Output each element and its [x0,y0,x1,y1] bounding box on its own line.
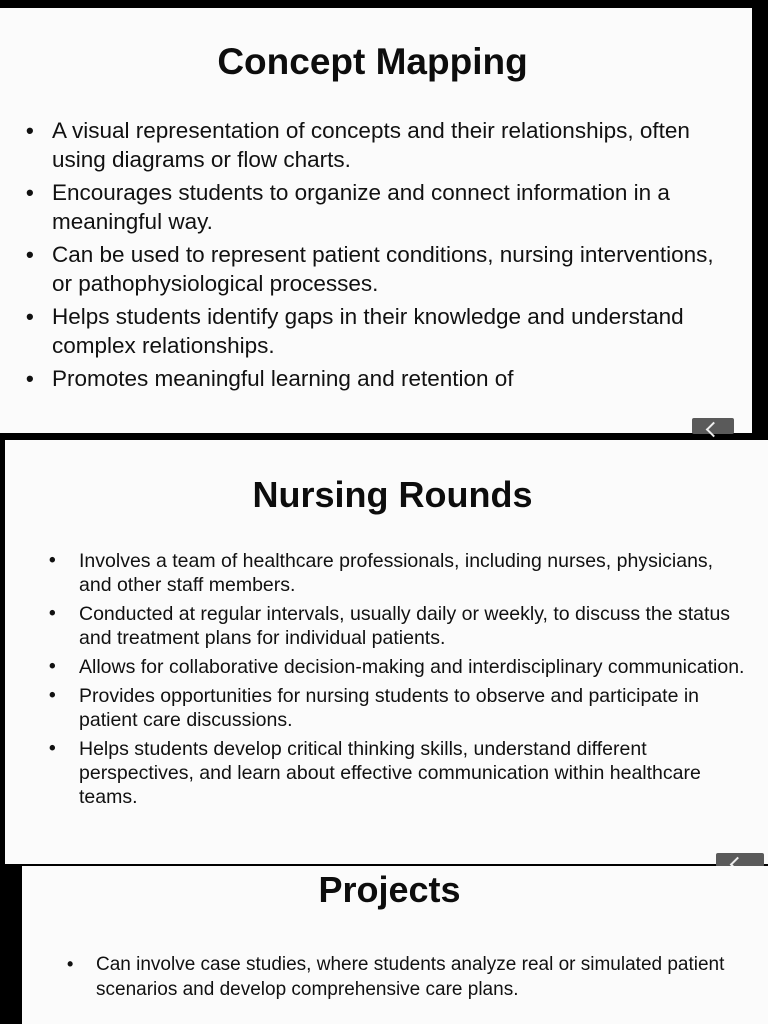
bullet-list [49,549,749,814]
list-item [26,178,726,236]
bullet-marker: • [49,550,56,571]
bullet-marker: • [26,366,34,391]
bullet-text: Encourages students to organize and connect information in a meaningful way. [52,180,670,234]
bullet-text: Helps students identify gaps in their knowledge and understand complex relationships. [52,304,684,358]
slide-title: Projects [318,869,461,910]
bullet-marker: • [26,304,34,329]
list-item [26,240,726,298]
bullet-list [67,952,747,1002]
bullet-text: Can be used to represent patient conditions, nursing interventions, or pathophysiological processes. [52,242,714,296]
chevron-icon[interactable] [716,853,764,867]
bullet-marker: • [26,180,34,205]
bullet-marker: • [49,685,56,706]
list-item [26,302,726,360]
bullet-marker: • [49,738,56,759]
bullet-text: Involves a team of healthcare professionals, including nurses, physicians, and other staff members. [79,550,714,596]
bullet-text: Provides opportunities for nursing students to observe and participate in patient care discussions. [79,685,700,731]
list-item [26,364,726,393]
slide-concept-mapping [0,8,752,433]
bullet-marker: • [67,954,74,974]
bullet-text: Conducted at regular intervals, usually daily or weekly, to discuss the status and treatment plans for individual patients. [79,603,731,649]
slide-nursing-rounds [5,440,768,864]
chevron-icon[interactable] [692,418,734,434]
bullet-text: Helps students develop critical thinking skills, understand different perspectives, and learn about effective communication within healthcare teams. [79,738,701,808]
list-item [67,952,747,1002]
bullet-list [26,116,726,397]
list-item [49,655,749,679]
slide-projects [22,866,768,1024]
bullet-marker: • [26,118,34,143]
list-item [49,737,749,809]
bullet-marker: • [26,242,34,267]
bullet-text: Can involve case studies, where students analyze real or simulated patient scenarios and develop comprehensive care plans. [96,954,725,1000]
slide-title: Nursing Rounds [252,474,533,515]
bullet-text: Promotes meaningful learning and retention of [52,366,514,391]
list-item [26,116,726,174]
list-item [49,684,749,732]
slide-title: Concept Mapping [217,41,528,82]
list-item [49,602,749,650]
list-item [49,549,749,597]
bullet-text: A visual representation of concepts and their relationships, often using diagrams or flow charts. [52,118,690,172]
bullet-text: Allows for collaborative decision-making and interdisciplinary communication. [79,656,745,678]
bullet-marker: • [49,603,56,624]
frame-edge [0,866,22,1024]
bullet-marker: • [49,656,56,677]
